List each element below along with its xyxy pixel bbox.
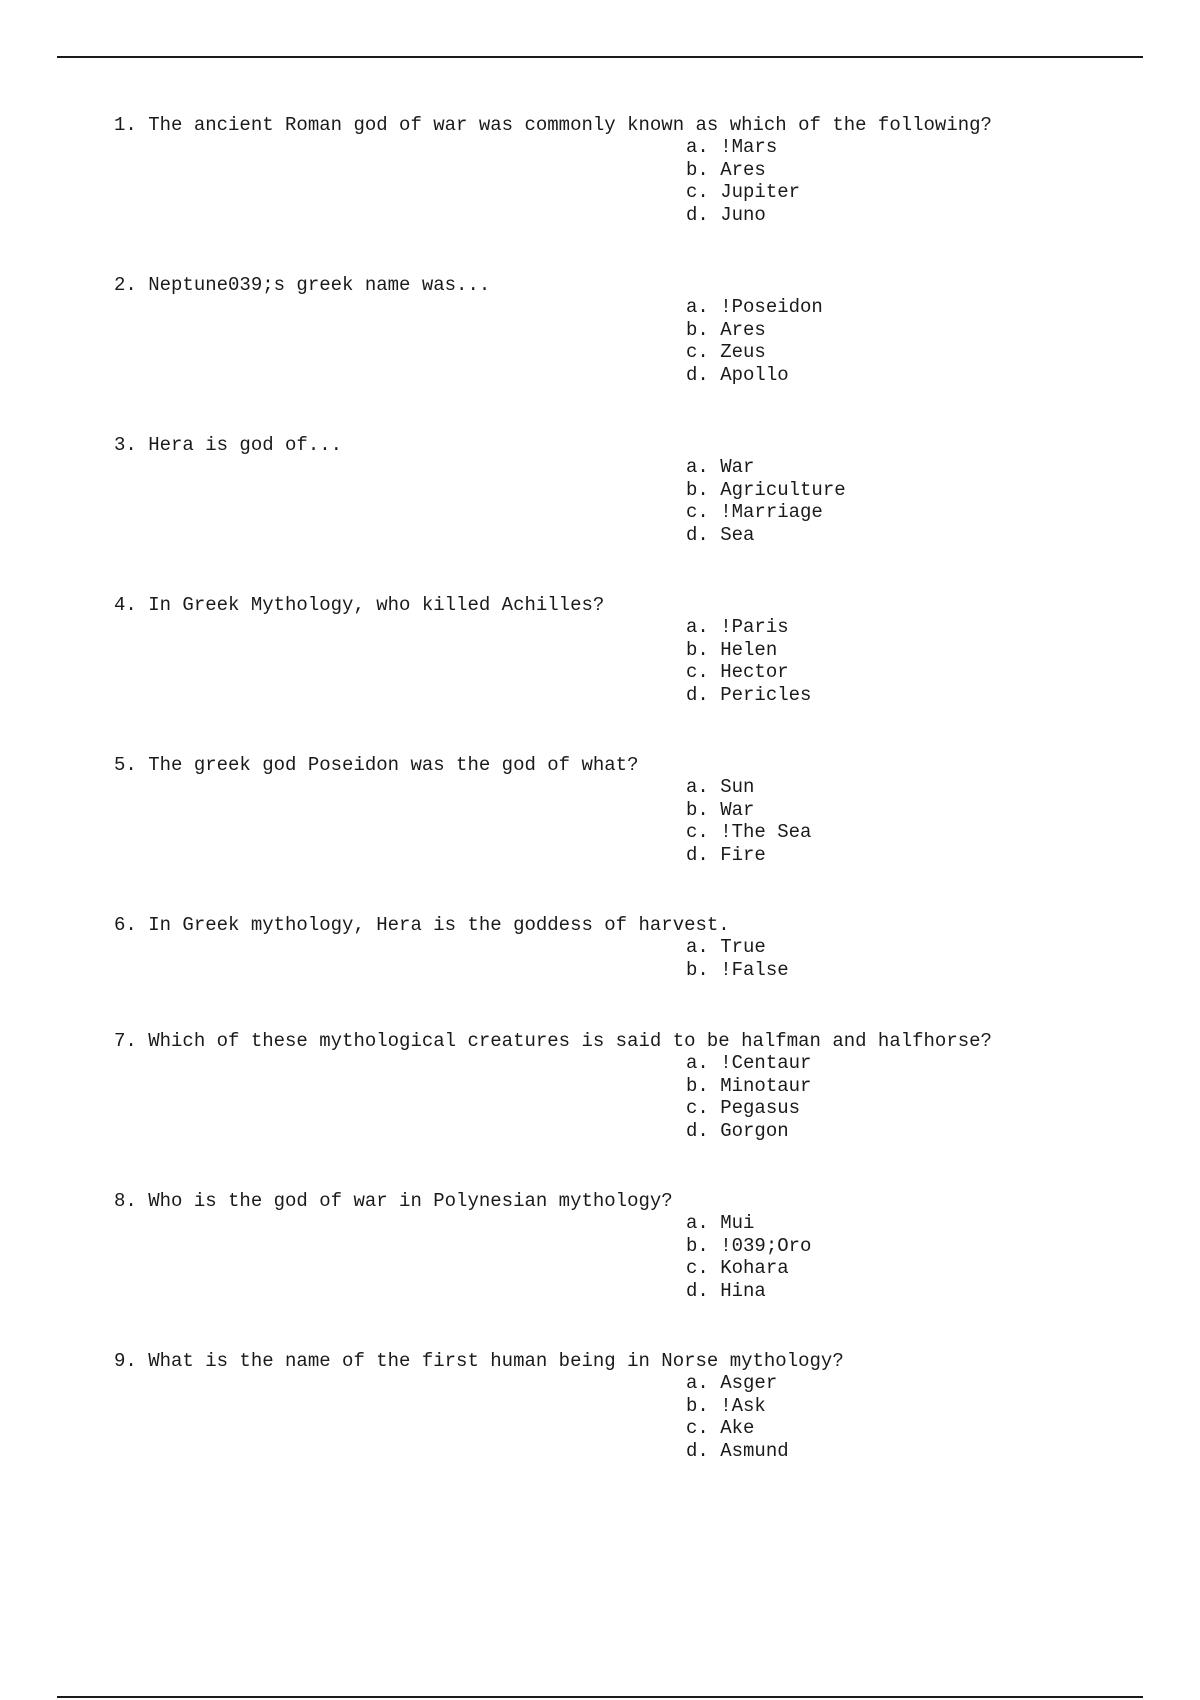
answer-option: b. Helen	[686, 638, 778, 661]
answer-option: c. Kohara	[686, 1257, 789, 1279]
answer-option: d. Juno	[686, 203, 766, 226]
answer-option: b. War	[686, 798, 755, 821]
answer-option: b. Agriculture	[686, 478, 846, 501]
answer-options	[686, 776, 811, 866]
answer-options	[686, 1052, 811, 1142]
question-text: 7. Which of these mythological creatures is said to be halfman and halfhorse?	[114, 1030, 992, 1052]
answer-option: a. Mui	[686, 1212, 755, 1234]
answer-option: c. Zeus	[686, 341, 766, 363]
answer-options	[686, 296, 823, 386]
answer-options	[686, 1372, 789, 1462]
answer-option: d. Sea	[686, 523, 755, 546]
answer-option: b. !Ask	[686, 1394, 766, 1417]
answer-option: b. Ares	[686, 318, 766, 341]
answer-option: b. Ares	[686, 158, 766, 181]
question-text: 4. In Greek Mythology, who killed Achilles?	[114, 594, 605, 616]
question-text: 1. The ancient Roman god of war was commonly known as which of the following?	[114, 114, 992, 136]
answer-option: c. Hector	[686, 661, 789, 683]
question-text: 9. What is the name of the first human being in Norse mythology?	[114, 1350, 844, 1372]
answer-option: d. Pericles	[686, 683, 812, 706]
answer-option: a. !Poseidon	[686, 296, 823, 318]
answer-option: d. Fire	[686, 843, 766, 866]
answer-options	[686, 936, 789, 981]
answer-options	[686, 456, 846, 546]
answer-option: a. !Centaur	[686, 1052, 812, 1074]
question-text: 8. Who is the god of war in Polynesian mythology?	[114, 1190, 673, 1212]
question-text: 3. Hera is god of...	[114, 434, 343, 456]
answer-options	[686, 136, 800, 226]
question-text: 5. The greek god Poseidon was the god of what?	[114, 754, 639, 776]
answer-option: a. War	[686, 456, 755, 478]
answer-option: a. Asger	[686, 1372, 778, 1394]
answer-option: c. !Marriage	[686, 501, 823, 523]
question-text: 2. Neptune039;s greek name was...	[114, 274, 491, 296]
answer-option: a. !Paris	[686, 616, 789, 638]
answer-option: b. !False	[686, 958, 789, 981]
answer-option: a. True	[686, 936, 766, 958]
question-text: 6. In Greek mythology, Hera is the goddess of harvest.	[114, 914, 730, 936]
answer-option: b. !039;Oro	[686, 1234, 812, 1257]
answer-option: c. Ake	[686, 1417, 755, 1439]
answer-options	[686, 616, 811, 706]
answer-option: d. Gorgon	[686, 1119, 789, 1142]
answer-option: c. Jupiter	[686, 181, 801, 203]
answer-option: c. !The Sea	[686, 821, 812, 843]
answer-option: d. Apollo	[686, 363, 789, 386]
answer-options	[686, 1212, 811, 1302]
answer-option: b. Minotaur	[686, 1074, 812, 1097]
answer-option: c. Pegasus	[686, 1097, 801, 1119]
answer-option: d. Asmund	[686, 1439, 789, 1462]
answer-option: a. !Mars	[686, 136, 778, 158]
answer-option: a. Sun	[686, 776, 755, 798]
bottom-rule	[57, 1696, 1143, 1698]
answer-option: d. Hina	[686, 1279, 766, 1302]
